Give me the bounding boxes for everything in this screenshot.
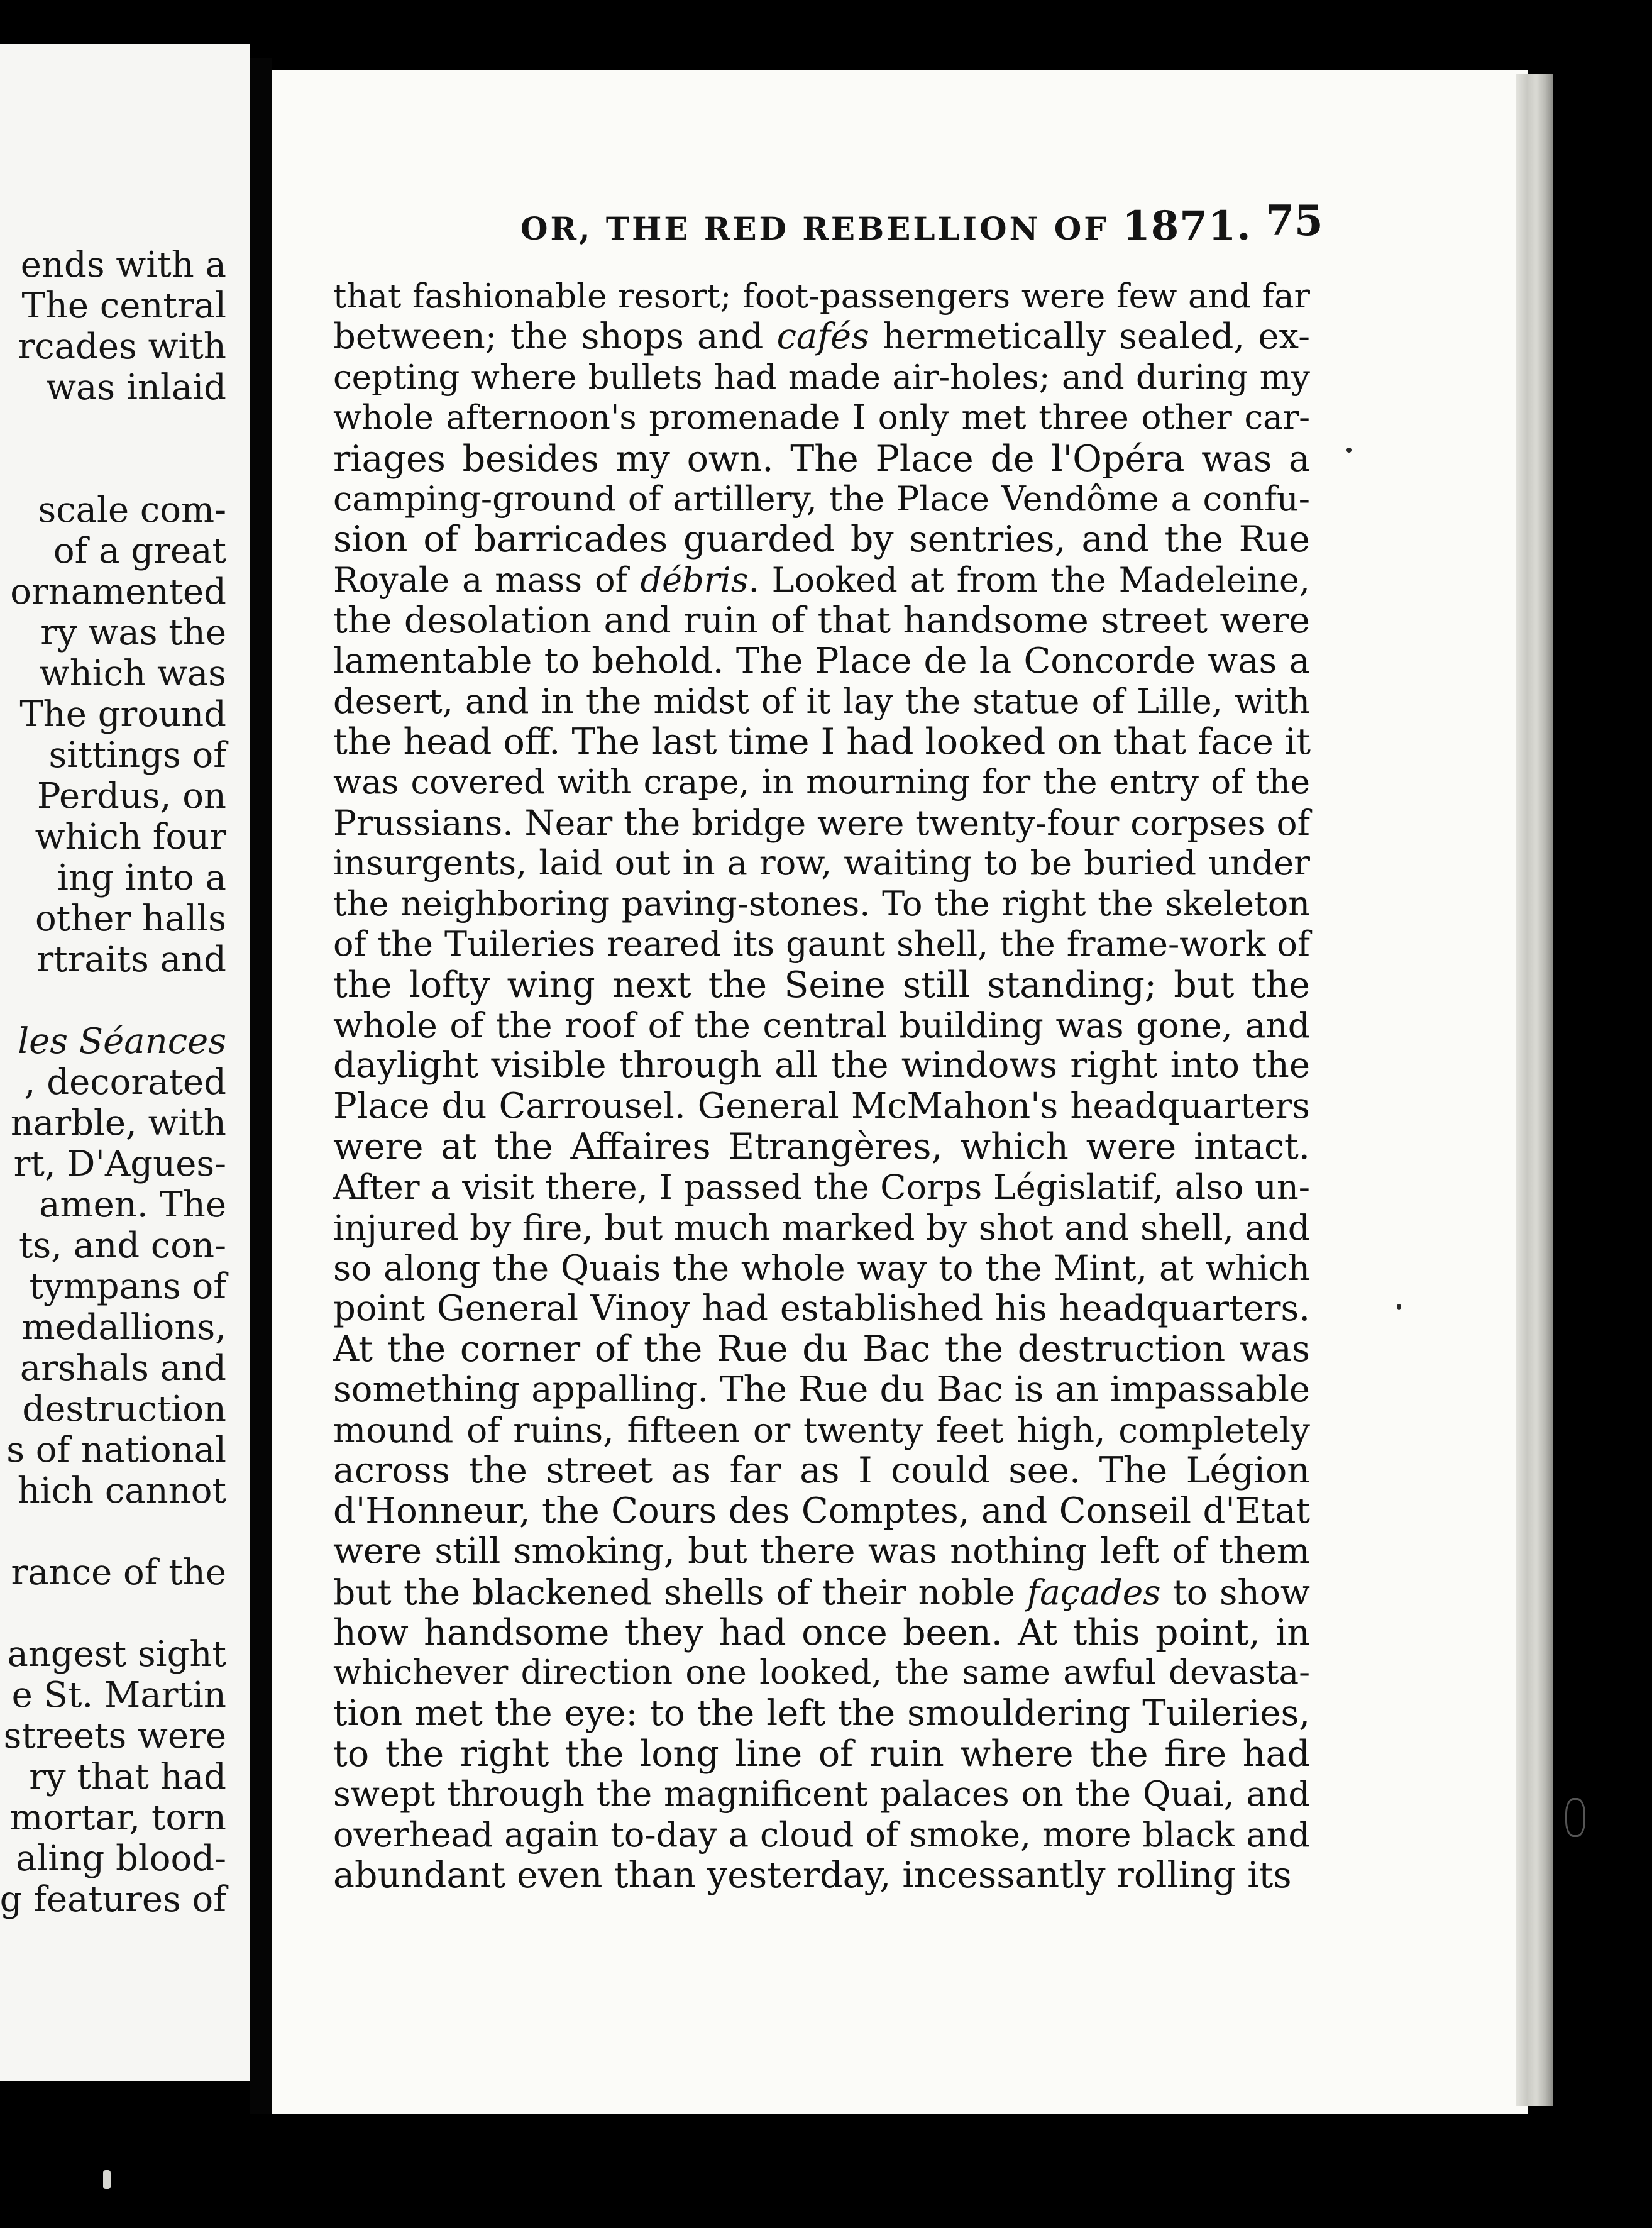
text-run: tion met the eye: to the left the smouldering Tuileries, <box>333 1692 1310 1734</box>
text-line <box>333 1450 1310 1491</box>
text-line <box>333 763 1310 803</box>
text-line <box>333 1410 1310 1450</box>
text-run: Prussians. Near the bridge were twenty-four corpses of <box>333 803 1310 844</box>
text-run: how handsome they had once been. At this point, in <box>333 1611 1310 1653</box>
ink-speck <box>1397 1304 1401 1310</box>
text-run: were still smoking, but there was nothing left of them <box>333 1531 1310 1572</box>
left-page-line: which was <box>39 653 226 694</box>
text-run: . Looked at from the Madeleine, <box>748 560 1310 600</box>
text-run: insurgents, laid out in a row, waiting to be buried under <box>333 843 1310 883</box>
left-page-line: angest sight <box>7 1634 226 1675</box>
left-page-line: sittings of <box>48 735 226 776</box>
text-run: was covered with crape, in mourning for the entry of the <box>333 763 1310 802</box>
italic-text: débris <box>640 560 749 600</box>
text-run: the neighboring paving-stones. To the right the skeleton <box>333 883 1310 924</box>
text-line <box>333 560 1310 600</box>
text-line <box>333 843 1310 883</box>
text-run: the lofty wing next the Seine still standing; but the <box>333 964 1310 1006</box>
page-number: 75 <box>1265 196 1323 245</box>
text-run: so along the Quais the whole way to the Mint, at which <box>333 1248 1310 1289</box>
left-page-line: of a great <box>53 531 226 571</box>
text-line <box>333 1289 1310 1329</box>
text-line <box>333 1248 1310 1288</box>
left-page-line: narble, with <box>10 1103 226 1144</box>
scan-mark <box>1565 1798 1585 1837</box>
text-line <box>333 1855 1310 1895</box>
text-line <box>333 1815 1310 1855</box>
left-page-line: hich cannot <box>17 1470 226 1511</box>
text-line <box>333 439 1310 479</box>
text-run: camping-ground of artillery, the Place Vendôme a confu- <box>333 478 1310 519</box>
left-page-line: amen. The <box>39 1184 226 1225</box>
left-page-line: streets were <box>3 1716 226 1756</box>
text-run: were at the Affaires Etrangères, which were intact. <box>333 1126 1310 1168</box>
text-run: something appalling. The Rue du Bac is an impassable <box>333 1369 1310 1410</box>
left-page-line: ts, and con- <box>18 1225 226 1266</box>
left-page-line: ry that had <box>29 1756 226 1797</box>
text-run: overhead again to-day a cloud of smoke, more black and <box>333 1814 1310 1855</box>
left-page <box>0 44 250 2081</box>
text-run: the head off. The last time I had looked on that face it <box>333 721 1311 763</box>
left-page-line: s of national <box>6 1430 226 1470</box>
italic-text: façades <box>1027 1572 1161 1613</box>
left-page-line: The central <box>21 285 226 326</box>
left-page-line: rt, D'Agues- <box>13 1144 226 1184</box>
text-run: whole afternoon's promenade I only met three other car- <box>333 399 1310 438</box>
running-head <box>520 202 1252 250</box>
text-run: but the blackened shells of their noble <box>333 1572 1027 1613</box>
left-page-line: arshals and <box>19 1348 226 1389</box>
text-run: the desolation and ruin of that handsome street were <box>333 600 1310 642</box>
text-line <box>333 600 1310 641</box>
left-page-line: Perdus, on <box>36 776 226 817</box>
left-page-line: aling blood- <box>16 1838 226 1879</box>
left-page-line: tympans of <box>29 1266 226 1307</box>
text-line <box>333 722 1310 762</box>
text-run: across the street as far as I could see. The Légion <box>333 1450 1310 1492</box>
italic-text: cafés <box>776 316 869 358</box>
body-text <box>333 277 1310 1896</box>
text-run: to the right the long line of ruin where the fire had <box>333 1733 1310 1775</box>
left-page-line: g features of <box>0 1879 226 1920</box>
text-run: lamentable to behold. The Place de la Concorde was a <box>333 640 1310 681</box>
text-line <box>333 1531 1310 1572</box>
text-run: of the Tuileries reared its gaunt shell, the frame-work of <box>333 924 1310 964</box>
left-page-line: rance of the <box>11 1552 226 1593</box>
text-line <box>333 924 1310 964</box>
page-edge <box>1516 74 1553 2106</box>
left-page-line: ry was the <box>40 612 226 653</box>
text-line <box>333 317 1310 357</box>
text-run: At the corner of the Rue du Bac the destruction was <box>333 1328 1310 1370</box>
left-page-line: ing into a <box>57 858 226 898</box>
left-page-line: , decorated <box>24 1062 226 1103</box>
text-line <box>333 1167 1310 1208</box>
text-run: desert, and in the midst of it lay the statue of Lille, with <box>333 681 1310 721</box>
text-line <box>333 1653 1310 1693</box>
text-line <box>333 1208 1310 1248</box>
text-line <box>333 277 1310 317</box>
left-page-line: mortar, torn <box>9 1797 226 1838</box>
text-line <box>333 641 1310 681</box>
text-line <box>333 1491 1310 1531</box>
text-run: cepting where bullets had made air-holes; and during my <box>333 358 1310 397</box>
left-page-line: rcades with <box>18 326 226 367</box>
text-run: riages besides my own. The Place de l'Opéra was a <box>333 438 1310 480</box>
running-head-title: OR, THE RED REBELLION OF <box>520 210 1109 247</box>
text-line <box>333 1086 1310 1127</box>
text-run: d'Honneur, the Cours des Comptes, and Conseil d'Etat <box>333 1490 1310 1531</box>
text-line <box>333 965 1310 1005</box>
text-run: that fashionable resort; foot-passengers were few and far <box>333 277 1310 316</box>
left-page-line: les Séances <box>18 1021 226 1062</box>
left-page-line: destruction <box>22 1389 226 1430</box>
text-run: abundant even than yesterday, incessantly rolling its <box>333 1855 1292 1897</box>
text-run: After a visit there, I passed the Corps Législatif, also un- <box>333 1167 1310 1207</box>
left-page-line: ends with a <box>20 245 226 285</box>
text-line <box>333 884 1310 924</box>
text-run: Place du Carrousel. General McMahon's headquarters <box>333 1085 1310 1127</box>
running-head-year: 1871. <box>1122 202 1252 250</box>
text-line <box>333 1045 1310 1086</box>
text-line <box>333 479 1310 519</box>
left-page-line: was inlaid <box>46 367 226 408</box>
text-line <box>333 358 1310 398</box>
text-line <box>333 398 1310 438</box>
text-run: between; the shops and <box>333 316 777 358</box>
text-run: mound of ruins, fifteen or twenty feet high, completely <box>333 1409 1310 1450</box>
text-run: Royale a mass of <box>333 560 641 600</box>
text-run: swept through the magnificent palaces on the Quai, and <box>333 1774 1310 1814</box>
text-run: injured by fire, but much marked by shot and shell, and <box>333 1207 1310 1248</box>
left-page-line: rtraits and <box>36 939 226 980</box>
ink-speck <box>1346 448 1352 453</box>
left-page-line: medallions, <box>21 1307 226 1348</box>
left-page-line: which four <box>35 817 226 858</box>
text-line <box>333 803 1310 843</box>
text-run: whichever direction one looked, the same awful devasta- <box>333 1653 1310 1692</box>
text-run: whole of the roof of the central building was gone, and <box>333 1005 1310 1046</box>
text-line <box>333 1774 1310 1814</box>
text-line <box>333 1694 1310 1734</box>
text-run: hermetically sealed, ex- <box>869 316 1310 358</box>
text-run: sion of barricades guarded by sentries, and the Rue <box>333 519 1310 561</box>
text-run: daylight visible through all the windows right into the <box>333 1045 1310 1086</box>
text-run: to show <box>1160 1572 1310 1613</box>
left-page-line: ornamented <box>10 571 226 612</box>
text-line <box>333 1734 1310 1774</box>
left-page-line: other halls <box>35 898 226 939</box>
left-page-line: e St. Martin <box>11 1675 226 1716</box>
text-line <box>333 1127 1310 1167</box>
text-line <box>333 1329 1310 1369</box>
book-gutter <box>250 58 272 2114</box>
text-line <box>333 1572 1310 1613</box>
scan-mark <box>103 2170 111 2189</box>
left-page-line: The ground <box>19 694 226 735</box>
text-line <box>333 681 1310 722</box>
text-run: point General Vinoy had established his headquarters. <box>333 1288 1310 1329</box>
text-line <box>333 1005 1310 1045</box>
text-line <box>333 519 1310 560</box>
text-line <box>333 1370 1310 1410</box>
text-line <box>333 1613 1310 1653</box>
left-page-line: scale com- <box>38 490 226 531</box>
